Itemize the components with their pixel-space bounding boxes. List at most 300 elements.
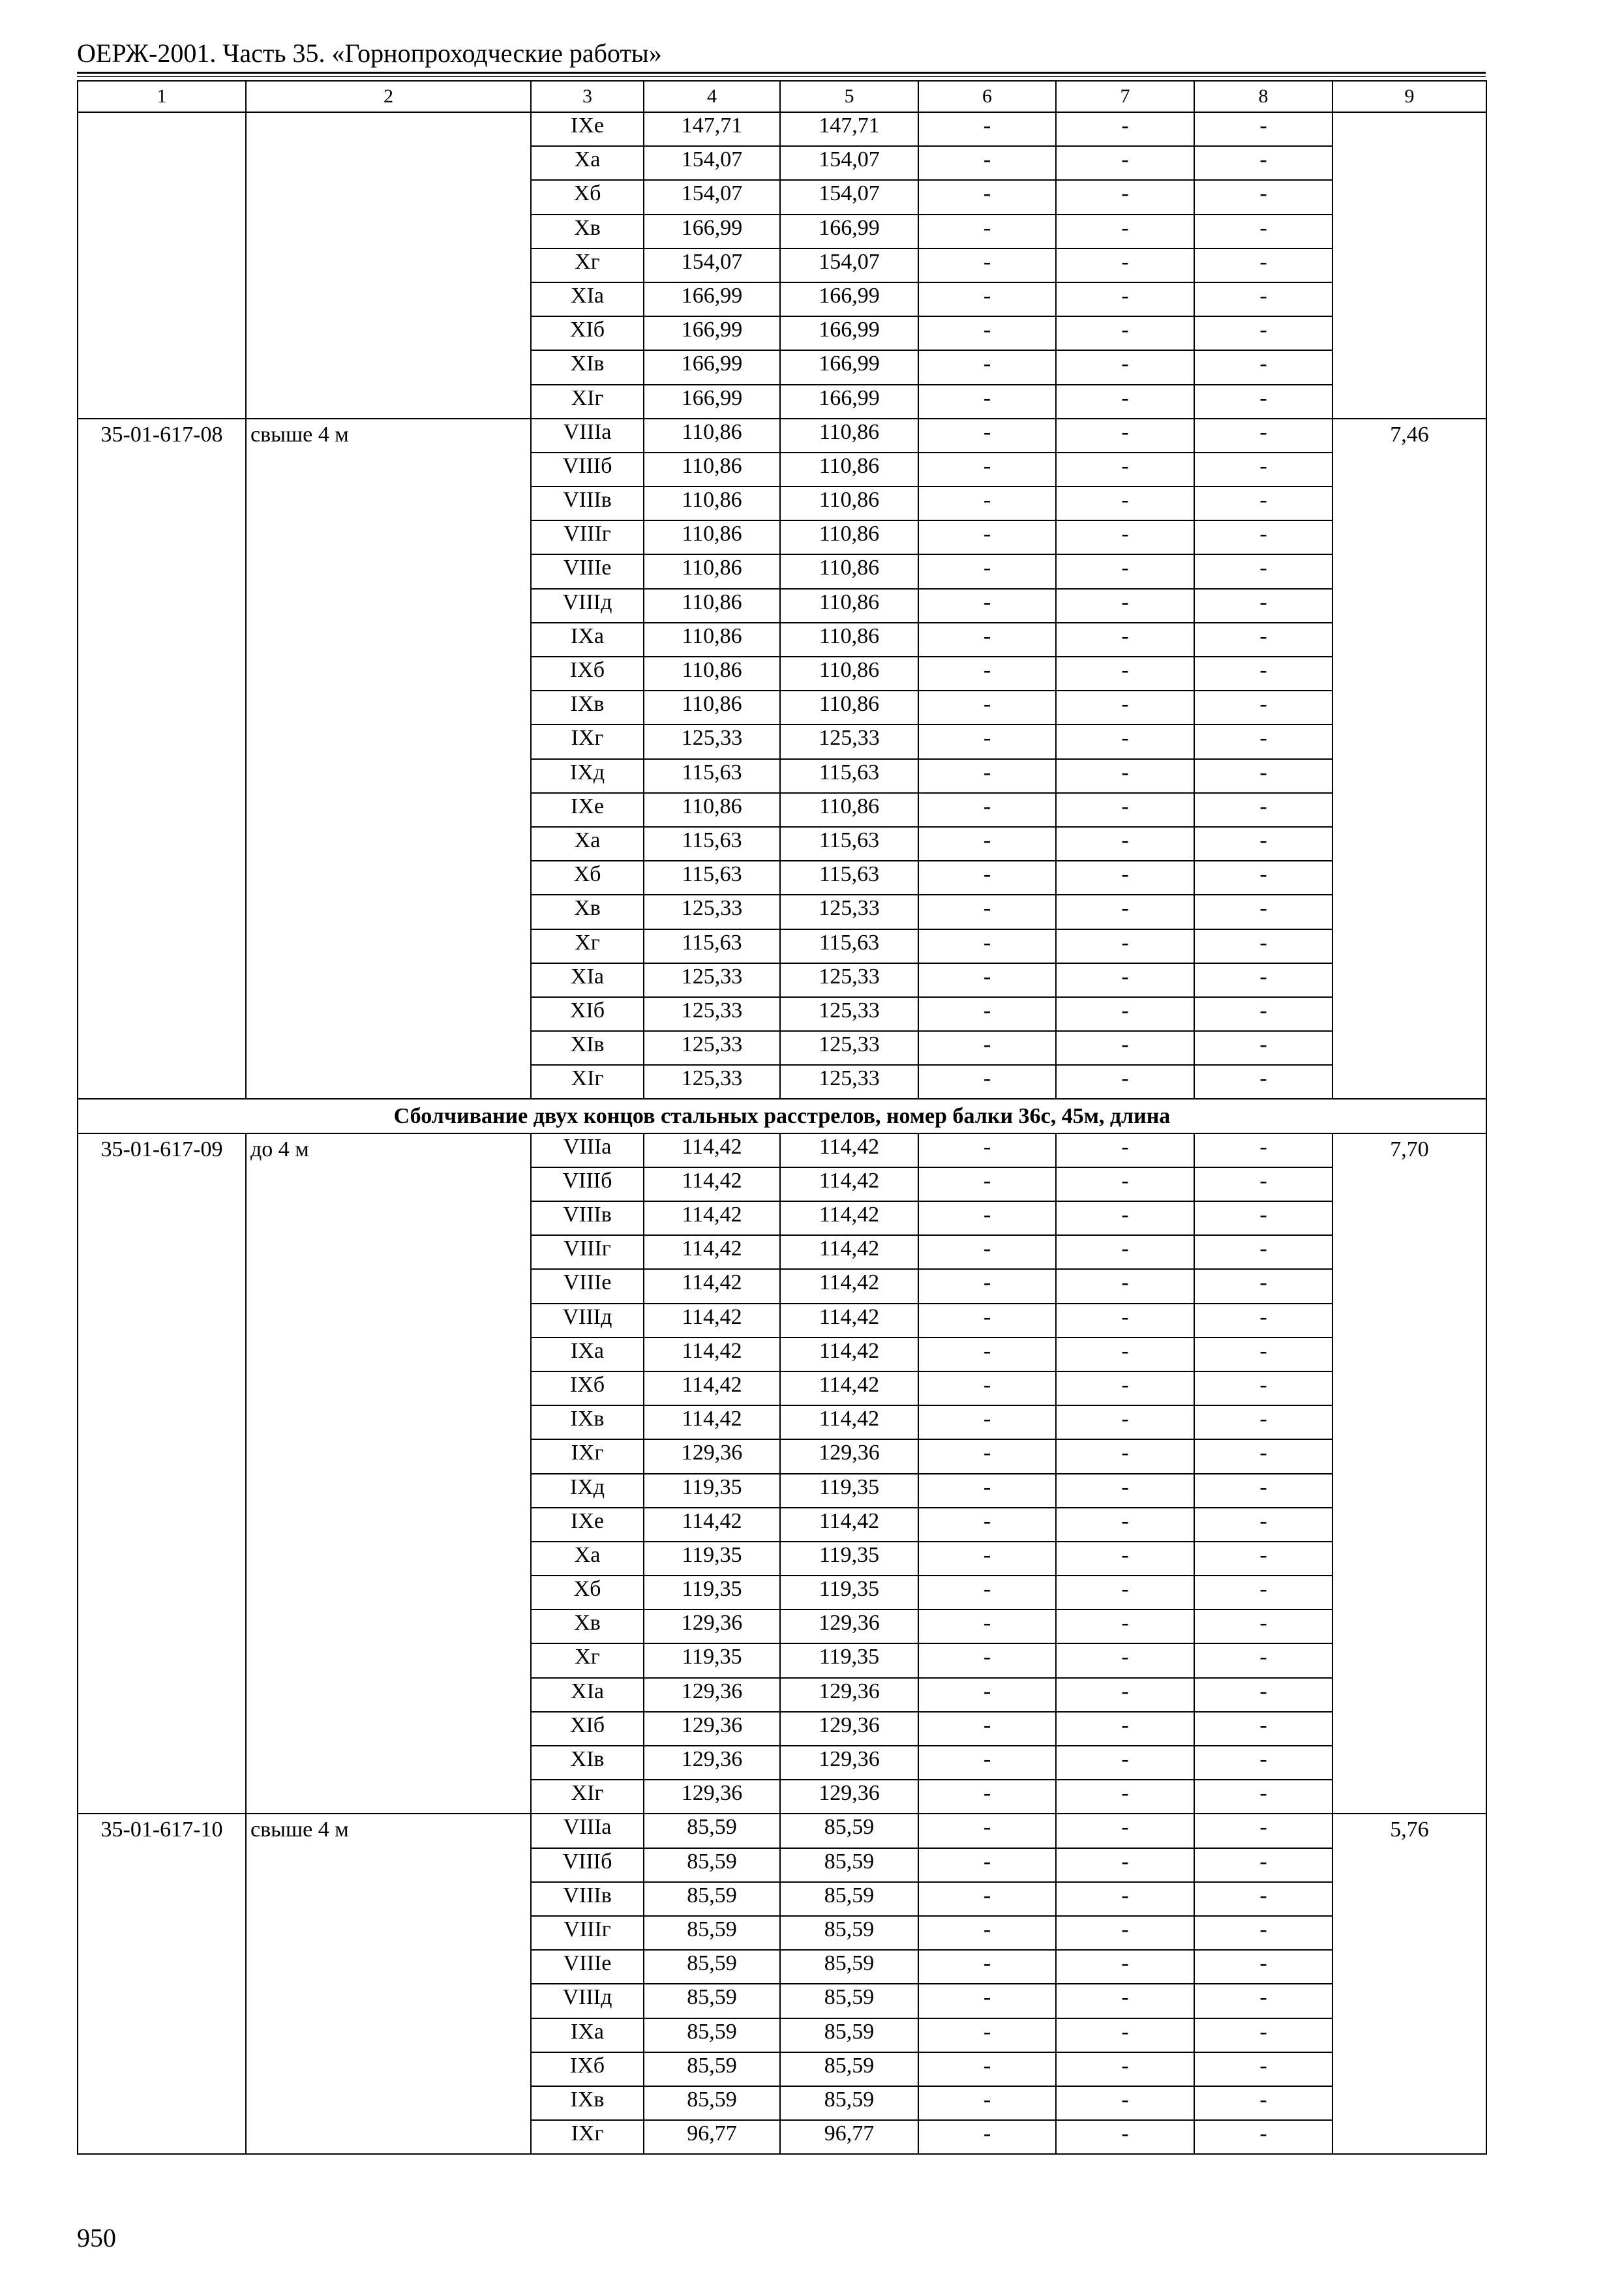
col-4-value: 119,35 xyxy=(644,1643,780,1677)
col-8-value: - xyxy=(1194,657,1332,691)
section-title: Сболчивание двух концов стальных расстрелов, номер балки 36с, 45м, длина xyxy=(78,1099,1486,1133)
col-5-value: 125,33 xyxy=(780,725,918,758)
col-8-value: - xyxy=(1194,1405,1332,1439)
col-4-value: 154,07 xyxy=(644,146,780,180)
col-5-value: 110,86 xyxy=(780,623,918,657)
rock-category: IXг xyxy=(531,725,644,758)
rock-category: VIIIг xyxy=(531,1916,644,1950)
col-8-value: - xyxy=(1194,486,1332,520)
col-5-value: 115,63 xyxy=(780,759,918,793)
col-8-value: - xyxy=(1194,350,1332,384)
rock-category: XIа xyxy=(531,282,644,316)
col-8-value: - xyxy=(1194,248,1332,282)
col-8-value: - xyxy=(1194,316,1332,350)
rock-category: XIб xyxy=(531,997,644,1031)
col-5-value: 119,35 xyxy=(780,1542,918,1576)
col-6-value: - xyxy=(918,2120,1056,2154)
col-4-value: 154,07 xyxy=(644,180,780,214)
col-7-value: - xyxy=(1056,1950,1194,1984)
rates-table xyxy=(77,80,1487,2155)
col-6-value: - xyxy=(918,1814,1056,1848)
header-rule-thin xyxy=(77,76,1486,77)
col-7-value: - xyxy=(1056,1065,1194,1099)
col-5-value: 110,86 xyxy=(780,589,918,623)
col-8-value: - xyxy=(1194,793,1332,827)
col-7-value: - xyxy=(1056,215,1194,248)
rock-category: XIа xyxy=(531,963,644,997)
col-5-value: 110,86 xyxy=(780,657,918,691)
col-7-value: - xyxy=(1056,1780,1194,1814)
col-7-value: - xyxy=(1056,2086,1194,2120)
col-4-value: 147,71 xyxy=(644,112,780,146)
col-7-value: - xyxy=(1056,2120,1194,2154)
col-6-value: - xyxy=(918,1065,1056,1099)
col-6-value: - xyxy=(918,112,1056,146)
col-7-value: - xyxy=(1056,1916,1194,1950)
col-6-value: - xyxy=(918,1304,1056,1338)
page-number: 950 xyxy=(77,2223,116,2252)
rock-category: IXа xyxy=(531,623,644,657)
col-8-value: - xyxy=(1194,1814,1332,1848)
col-5-value: 96,77 xyxy=(780,2120,918,2154)
col-8-value: - xyxy=(1194,453,1332,486)
col-5-value: 125,33 xyxy=(780,1065,918,1099)
col-5-value: 114,42 xyxy=(780,1167,918,1201)
col-4-value: 125,33 xyxy=(644,895,780,929)
col-4-value: 96,77 xyxy=(644,2120,780,2154)
page-header xyxy=(77,38,1486,69)
col-6-value: - xyxy=(918,997,1056,1031)
col-8-value: - xyxy=(1194,520,1332,554)
col-4-value: 114,42 xyxy=(644,1371,780,1405)
rock-category: VIIIб xyxy=(531,453,644,486)
col-7-value: - xyxy=(1056,1643,1194,1677)
column-number: 7 xyxy=(1056,81,1194,112)
col-5-value: 114,42 xyxy=(780,1371,918,1405)
col-4-value: 125,33 xyxy=(644,1065,780,1099)
col-5-value: 85,59 xyxy=(780,2052,918,2086)
col-4-value: 110,86 xyxy=(644,623,780,657)
col-7-value: - xyxy=(1056,793,1194,827)
rock-category: Xг xyxy=(531,1643,644,1677)
col-4-value: 166,99 xyxy=(644,282,780,316)
col-5-value: 114,42 xyxy=(780,1304,918,1338)
col-5-value: 115,63 xyxy=(780,861,918,895)
rate-description: до 4 м xyxy=(246,1133,531,1814)
col-7-value: - xyxy=(1056,1269,1194,1303)
col-7-value: - xyxy=(1056,1371,1194,1405)
col-5-value: 110,86 xyxy=(780,554,918,588)
col-7-value: - xyxy=(1056,623,1194,657)
col-6-value: - xyxy=(918,1031,1056,1065)
col-4-value: 114,42 xyxy=(644,1269,780,1303)
col-5-value: 85,59 xyxy=(780,1848,918,1882)
col-6-value: - xyxy=(918,2018,1056,2052)
col-6-value: - xyxy=(918,759,1056,793)
col-7-value: - xyxy=(1056,1474,1194,1508)
rock-category: VIIIа xyxy=(531,1133,644,1167)
table-row xyxy=(78,419,1486,453)
col-8-value: - xyxy=(1194,1065,1332,1099)
col-5-value: 129,36 xyxy=(780,1609,918,1643)
col-8-value: - xyxy=(1194,895,1332,929)
rock-category: XIб xyxy=(531,1712,644,1746)
col-5-value: 114,42 xyxy=(780,1133,918,1167)
col-4-value: 114,42 xyxy=(644,1304,780,1338)
rock-category: VIIIе xyxy=(531,1950,644,1984)
col-8-value: - xyxy=(1194,1338,1332,1371)
col-8-value: - xyxy=(1194,997,1332,1031)
col-7-value: - xyxy=(1056,725,1194,758)
col-6-value: - xyxy=(918,1338,1056,1371)
col-7-value: - xyxy=(1056,929,1194,963)
col-7-value: - xyxy=(1056,963,1194,997)
col-4-value: 114,42 xyxy=(644,1235,780,1269)
column-number: 6 xyxy=(918,81,1056,112)
col-6-value: - xyxy=(918,1474,1056,1508)
col-5-value: 154,07 xyxy=(780,248,918,282)
col-4-value: 115,63 xyxy=(644,929,780,963)
col-6-value: - xyxy=(918,316,1056,350)
col-6-value: - xyxy=(918,725,1056,758)
col-7-value: - xyxy=(1056,419,1194,453)
col-6-value: - xyxy=(918,1848,1056,1882)
col-4-value: 115,63 xyxy=(644,827,780,861)
col-8-value: - xyxy=(1194,623,1332,657)
rock-category: VIIIд xyxy=(531,589,644,623)
col-7-value: - xyxy=(1056,1609,1194,1643)
col-5-value: 125,33 xyxy=(780,895,918,929)
column-number-row xyxy=(78,81,1486,112)
col-6-value: - xyxy=(918,1439,1056,1473)
col-6-value: - xyxy=(918,520,1056,554)
col-8-value: - xyxy=(1194,554,1332,588)
col-7-value: - xyxy=(1056,1542,1194,1576)
col-4-value: 125,33 xyxy=(644,725,780,758)
col-4-value: 119,35 xyxy=(644,1576,780,1609)
rock-category: VIIIг xyxy=(531,520,644,554)
rock-category: IXв xyxy=(531,1405,644,1439)
page-title: ОЕРЖ-2001. Часть 35. «Горнопроходческие работы» xyxy=(77,38,662,68)
rock-category: VIIIд xyxy=(531,1304,644,1338)
col-5-value: 166,99 xyxy=(780,282,918,316)
col-7-value: - xyxy=(1056,1338,1194,1371)
column-number: 9 xyxy=(1332,81,1486,112)
rock-category: VIIIб xyxy=(531,1167,644,1201)
col-8-value: - xyxy=(1194,1371,1332,1405)
rock-category: VIIIв xyxy=(531,1882,644,1916)
col-5-value: 85,59 xyxy=(780,1984,918,2018)
col-8-value: - xyxy=(1194,589,1332,623)
table-row xyxy=(78,112,1486,146)
rock-category: IXа xyxy=(531,1338,644,1371)
col-4-value: 125,33 xyxy=(644,1031,780,1065)
col-6-value: - xyxy=(918,861,1056,895)
col-5-value: 166,99 xyxy=(780,316,918,350)
col-7-value: - xyxy=(1056,1031,1194,1065)
col-8-value: - xyxy=(1194,1542,1332,1576)
col-6-value: - xyxy=(918,350,1056,384)
col-7-value: - xyxy=(1056,316,1194,350)
header-rule xyxy=(77,72,1486,74)
col-4-value: 154,07 xyxy=(644,248,780,282)
col-8-value: - xyxy=(1194,691,1332,725)
rock-category: Xв xyxy=(531,1609,644,1643)
rock-category: Xб xyxy=(531,1576,644,1609)
col-8-value: - xyxy=(1194,1167,1332,1201)
rock-category: IXб xyxy=(531,657,644,691)
col-7-value: - xyxy=(1056,1405,1194,1439)
col-8-value: - xyxy=(1194,1780,1332,1814)
col-7-value: - xyxy=(1056,1712,1194,1746)
rate-code: 35-01-617-09 xyxy=(78,1133,246,1814)
col-5-value: 125,33 xyxy=(780,963,918,997)
rock-category: XIг xyxy=(531,1780,644,1814)
col-5-value: 166,99 xyxy=(780,385,918,419)
col-8-value: - xyxy=(1194,1201,1332,1235)
col-6-value: - xyxy=(918,1405,1056,1439)
col-8-value: - xyxy=(1194,1848,1332,1882)
col-8-value: - xyxy=(1194,215,1332,248)
col-4-value: 114,42 xyxy=(644,1508,780,1542)
col-9-value: 7,46 xyxy=(1332,419,1486,1100)
col-7-value: - xyxy=(1056,895,1194,929)
col-4-value: 114,42 xyxy=(644,1167,780,1201)
col-6-value: - xyxy=(918,2086,1056,2120)
col-7-value: - xyxy=(1056,691,1194,725)
col-4-value: 129,36 xyxy=(644,1439,780,1473)
col-4-value: 85,59 xyxy=(644,2052,780,2086)
col-8-value: - xyxy=(1194,963,1332,997)
col-8-value: - xyxy=(1194,282,1332,316)
col-8-value: - xyxy=(1194,929,1332,963)
col-8-value: - xyxy=(1194,1439,1332,1473)
col-6-value: - xyxy=(918,1916,1056,1950)
col-4-value: 114,42 xyxy=(644,1405,780,1439)
col-7-value: - xyxy=(1056,112,1194,146)
rock-category: IXе xyxy=(531,793,644,827)
col-6-value: - xyxy=(918,180,1056,214)
col-4-value: 119,35 xyxy=(644,1474,780,1508)
col-7-value: - xyxy=(1056,589,1194,623)
col-6-value: - xyxy=(918,929,1056,963)
table-row xyxy=(78,1133,1486,1167)
col-7-value: - xyxy=(1056,1133,1194,1167)
col-8-value: - xyxy=(1194,1576,1332,1609)
col-5-value: 114,42 xyxy=(780,1508,918,1542)
rate-code: 35-01-617-08 xyxy=(78,419,246,1100)
col-4-value: 115,63 xyxy=(644,759,780,793)
col-8-value: - xyxy=(1194,2120,1332,2154)
rock-category: VIIIв xyxy=(531,486,644,520)
col-5-value: 85,59 xyxy=(780,1916,918,1950)
rate-description xyxy=(246,112,531,419)
col-4-value: 129,36 xyxy=(644,1712,780,1746)
col-6-value: - xyxy=(918,1269,1056,1303)
col-6-value: - xyxy=(918,1780,1056,1814)
rock-category: IXб xyxy=(531,1371,644,1405)
col-4-value: 85,59 xyxy=(644,1882,780,1916)
col-6-value: - xyxy=(918,419,1056,453)
col-7-value: - xyxy=(1056,1508,1194,1542)
col-4-value: 110,86 xyxy=(644,520,780,554)
col-8-value: - xyxy=(1194,861,1332,895)
col-5-value: 85,59 xyxy=(780,1950,918,1984)
col-5-value: 110,86 xyxy=(780,691,918,725)
col-8-value: - xyxy=(1194,1712,1332,1746)
rock-category: IXд xyxy=(531,1474,644,1508)
col-5-value: 85,59 xyxy=(780,2086,918,2120)
col-7-value: - xyxy=(1056,1201,1194,1235)
rock-category: IXд xyxy=(531,759,644,793)
col-5-value: 114,42 xyxy=(780,1338,918,1371)
col-5-value: 154,07 xyxy=(780,180,918,214)
col-8-value: - xyxy=(1194,1882,1332,1916)
col-5-value: 119,35 xyxy=(780,1474,918,1508)
col-6-value: - xyxy=(918,1643,1056,1677)
col-4-value: 110,86 xyxy=(644,657,780,691)
col-5-value: 129,36 xyxy=(780,1712,918,1746)
col-7-value: - xyxy=(1056,554,1194,588)
col-4-value: 85,59 xyxy=(644,1950,780,1984)
col-6-value: - xyxy=(918,963,1056,997)
col-6-value: - xyxy=(918,1235,1056,1269)
col-6-value: - xyxy=(918,1678,1056,1712)
col-8-value: - xyxy=(1194,146,1332,180)
col-4-value: 85,59 xyxy=(644,1814,780,1848)
col-5-value: 85,59 xyxy=(780,1882,918,1916)
col-5-value: 154,07 xyxy=(780,146,918,180)
col-7-value: - xyxy=(1056,1235,1194,1269)
col-4-value: 166,99 xyxy=(644,215,780,248)
col-5-value: 166,99 xyxy=(780,215,918,248)
col-5-value: 114,42 xyxy=(780,1405,918,1439)
col-7-value: - xyxy=(1056,1814,1194,1848)
rock-category: IXе xyxy=(531,1508,644,1542)
col-4-value: 110,86 xyxy=(644,589,780,623)
col-7-value: - xyxy=(1056,1848,1194,1882)
rock-category: VIIIе xyxy=(531,1269,644,1303)
rock-category: Xа xyxy=(531,827,644,861)
col-8-value: - xyxy=(1194,1133,1332,1167)
col-8-value: - xyxy=(1194,2052,1332,2086)
col-6-value: - xyxy=(918,215,1056,248)
column-number: 3 xyxy=(531,81,644,112)
col-5-value: 110,86 xyxy=(780,486,918,520)
col-5-value: 114,42 xyxy=(780,1235,918,1269)
rock-category: IXв xyxy=(531,691,644,725)
col-8-value: - xyxy=(1194,827,1332,861)
col-7-value: - xyxy=(1056,1882,1194,1916)
rock-category: XIг xyxy=(531,1065,644,1099)
rock-category: Xа xyxy=(531,1542,644,1576)
col-9-value xyxy=(1332,112,1486,419)
col-6-value: - xyxy=(918,282,1056,316)
rock-category: VIIIг xyxy=(531,1235,644,1269)
col-4-value: 110,86 xyxy=(644,453,780,486)
col-8-value: - xyxy=(1194,180,1332,214)
col-5-value: 110,86 xyxy=(780,793,918,827)
col-6-value: - xyxy=(918,1133,1056,1167)
col-8-value: - xyxy=(1194,1916,1332,1950)
col-4-value: 129,36 xyxy=(644,1609,780,1643)
col-9-value: 5,76 xyxy=(1332,1814,1486,2154)
col-6-value: - xyxy=(918,827,1056,861)
col-7-value: - xyxy=(1056,146,1194,180)
col-6-value: - xyxy=(918,1882,1056,1916)
col-4-value: 125,33 xyxy=(644,997,780,1031)
col-7-value: - xyxy=(1056,180,1194,214)
rock-category: IXг xyxy=(531,2120,644,2154)
col-6-value: - xyxy=(918,623,1056,657)
col-4-value: 85,59 xyxy=(644,1984,780,2018)
column-number: 4 xyxy=(644,81,780,112)
col-6-value: - xyxy=(918,793,1056,827)
col-4-value: 129,36 xyxy=(644,1746,780,1780)
col-5-value: 115,63 xyxy=(780,929,918,963)
rock-category: XIв xyxy=(531,1031,644,1065)
rock-category: Xг xyxy=(531,248,644,282)
rock-category: VIIIд xyxy=(531,1984,644,2018)
col-6-value: - xyxy=(918,1746,1056,1780)
col-5-value: 85,59 xyxy=(780,1814,918,1848)
rock-category: VIIIв xyxy=(531,1201,644,1235)
rock-category: Xг xyxy=(531,929,644,963)
col-6-value: - xyxy=(918,1167,1056,1201)
col-7-value: - xyxy=(1056,2052,1194,2086)
col-7-value: - xyxy=(1056,350,1194,384)
col-7-value: - xyxy=(1056,1678,1194,1712)
col-8-value: - xyxy=(1194,1474,1332,1508)
rock-category: IXе xyxy=(531,112,644,146)
rock-category: VIIIб xyxy=(531,1848,644,1882)
col-8-value: - xyxy=(1194,112,1332,146)
col-6-value: - xyxy=(918,1576,1056,1609)
rock-category: XIв xyxy=(531,1746,644,1780)
col-8-value: - xyxy=(1194,419,1332,453)
col-4-value: 110,86 xyxy=(644,691,780,725)
col-8-value: - xyxy=(1194,1235,1332,1269)
col-4-value: 119,35 xyxy=(644,1542,780,1576)
col-8-value: - xyxy=(1194,1269,1332,1303)
col-5-value: 119,35 xyxy=(780,1576,918,1609)
col-8-value: - xyxy=(1194,1746,1332,1780)
col-7-value: - xyxy=(1056,657,1194,691)
col-7-value: - xyxy=(1056,759,1194,793)
table-body xyxy=(78,81,1486,2154)
col-4-value: 114,42 xyxy=(644,1201,780,1235)
rock-category: Xв xyxy=(531,215,644,248)
col-4-value: 114,42 xyxy=(644,1133,780,1167)
col-7-value: - xyxy=(1056,520,1194,554)
col-7-value: - xyxy=(1056,248,1194,282)
col-5-value: 114,42 xyxy=(780,1269,918,1303)
col-7-value: - xyxy=(1056,1439,1194,1473)
col-6-value: - xyxy=(918,1542,1056,1576)
col-8-value: - xyxy=(1194,1031,1332,1065)
col-6-value: - xyxy=(918,385,1056,419)
column-number: 8 xyxy=(1194,81,1332,112)
col-7-value: - xyxy=(1056,827,1194,861)
col-7-value: - xyxy=(1056,997,1194,1031)
col-6-value: - xyxy=(918,895,1056,929)
col-5-value: 125,33 xyxy=(780,1031,918,1065)
col-5-value: 125,33 xyxy=(780,997,918,1031)
col-4-value: 85,59 xyxy=(644,1848,780,1882)
col-5-value: 110,86 xyxy=(780,453,918,486)
rock-category: IXг xyxy=(531,1439,644,1473)
rock-category: XIв xyxy=(531,350,644,384)
